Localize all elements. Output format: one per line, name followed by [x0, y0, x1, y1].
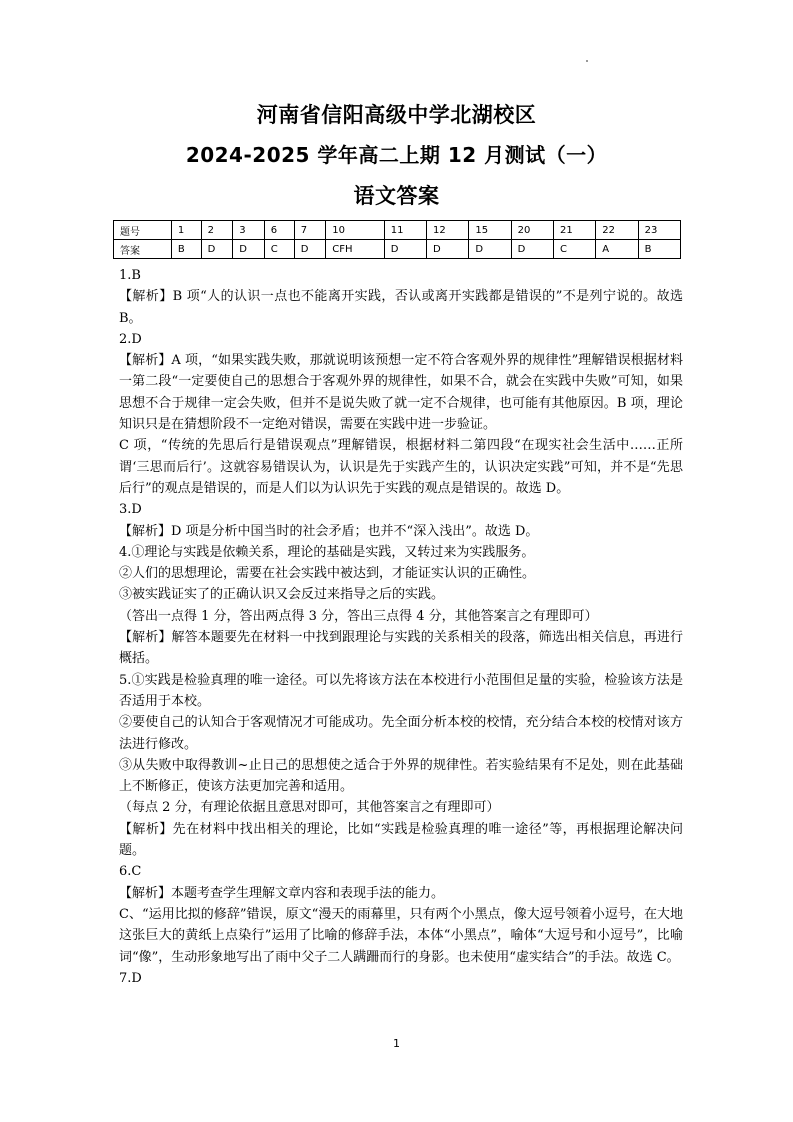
- scoring-note: （答出一点得 1 分，答出两点得 3 分，答出三点得 4 分，其他答案言之有理即可）: [119, 608, 598, 624]
- question-number: 20: [511, 221, 553, 240]
- subject-title: 语文答案: [353, 184, 440, 208]
- answer-point: ②要使自己的认知合于客观情况才可能成功。先全面分析本校的校情，充分结合本校的校情对该方法进行修改。: [119, 715, 683, 752]
- answer-explanations: [119, 265, 683, 989]
- answer-cell: D: [233, 240, 265, 259]
- question-number: 15: [469, 221, 511, 240]
- row-label-number: 题号: [114, 221, 172, 240]
- scan-speck: [586, 60, 588, 62]
- analysis-paragraph: C 项，“传统的先思后行是错误观点”理解错误，根据材料二第四段“在现实社会生活中……正所谓‘三思而后行’。这就容易错误认为，认识是先于实践产生的，认识决定实践”可知，并不是“先思后行”的观点是错误的，而是人们以为认识先于实践的观点是错误的。故选 D。: [119, 438, 683, 496]
- question-number: 2: [201, 221, 233, 240]
- row-label-answer: 答案: [114, 240, 172, 259]
- answer-cell: D: [511, 240, 553, 259]
- answer-cell: C: [264, 240, 294, 259]
- answer-point: ③从失败中取得教训~止日己的思想使之适合于外界的规律性。若实验结果有不足处，则在此基础上不断修正，使该方法更加完善和适用。: [119, 757, 683, 795]
- question-number: 10: [326, 221, 384, 240]
- question-number: 12: [427, 221, 469, 240]
- analysis-paragraph: 【解析】先在材料中找出相关的理论，比如“实践是检验真理的唯一途径”等，再根据理论解决问题。: [119, 821, 683, 859]
- question-number: 3: [233, 221, 265, 240]
- answer-cell: B: [638, 240, 680, 259]
- school-title: 河南省信阳高级中学北湖校区: [256, 103, 537, 127]
- answer-table: [113, 220, 681, 259]
- answer-line: 2.D: [119, 331, 142, 347]
- answer-cell: D: [469, 240, 511, 259]
- answer-cell: B: [171, 240, 201, 259]
- question-number: 11: [384, 221, 426, 240]
- answer-cell: CFH: [326, 240, 384, 259]
- question-number: 7: [294, 221, 326, 240]
- answer-point: 5.①实践是检验真理的唯一途径。可以先将该方法在本校进行小范围但足量的实验，检验该方法是否适用于本校。: [119, 672, 683, 709]
- page-number: 1: [393, 1037, 400, 1050]
- question-number: 6: [264, 221, 294, 240]
- question-number: 21: [553, 221, 595, 240]
- answer-table-answer-row: [114, 240, 681, 259]
- question-number: 1: [171, 221, 201, 240]
- answer-cell: A: [596, 240, 638, 259]
- answer-point: ③被实践证实了的正确认识又会反过来指导之后的实践。: [119, 587, 445, 603]
- answer-cell: D: [427, 240, 469, 259]
- answer-cell: D: [201, 240, 233, 259]
- answer-line: 1.B: [119, 268, 141, 283]
- answer-line: 7.D: [119, 970, 142, 986]
- answer-cell: D: [294, 240, 326, 259]
- answer-point: ②人们的思想理论，需要在社会实践中被达到，才能证实认识的正确性。: [119, 566, 536, 582]
- answer-line: 6.C: [119, 864, 142, 880]
- answer-point: 4.①理论与实践是依赖关系，理论的基础是实践，又转过来为实践服务。: [119, 544, 535, 560]
- question-number: 22: [596, 221, 638, 240]
- analysis-paragraph: 【解析】D 项是分析中国当时的社会矛盾；也并不“深入浅出”。故选 D。: [119, 523, 539, 539]
- analysis-paragraph: 【解析】解答本题要先在材料一中找到跟理论与实践的关系相关的段落，筛选出相关信息，再进行概括。: [119, 630, 683, 667]
- exam-title: 2024-2025 学年高二上期 12 月测试（一）: [185, 143, 608, 167]
- analysis-paragraph: 【解析】本题考查学生理解文章内容和表现手法的能力。: [119, 885, 445, 901]
- analysis-paragraph: C、“运用比拟的修辞”错误，原文“漫天的雨幕里，只有两个小黑点，像大逗号领着小逗号，在大地这张巨大的黄纸上点染行”运用了比喻的修辞手法，本体“小黑点”，喻体“大逗号和小逗号”，比喻词“像”，生动形象地写出了雨中父子二人蹒跚而行的身影。也未使用“虚实结合”的手法。故选 C。: [119, 906, 683, 965]
- scoring-note: （每点 2 分，有理论依据且意思对即可，其他答案言之有理即可）: [119, 800, 500, 816]
- question-number: 23: [638, 221, 680, 240]
- analysis-paragraph: 【解析】B 项“人的认识一点也不能离开实践，否认或离开实践都是错误的”不是列宁说的。故选 B。: [119, 289, 683, 326]
- analysis-paragraph: 【解析】A 项，“如果实践失败，那就说明该预想一定不符合客观外界的规律性”理解错误根据材料一第二段“一定要使自己的思想合于客观外界的规律性，如果不合，就会在实践中失败”可知，如果思想不合于规律一定会失败，但并不是说失败了就一定不合规律，也可能有其他原因。B 项，理论知识只是在猜想阶段不一定绝对错误，需要在实践中进一步验证。: [119, 353, 683, 433]
- answer-cell: D: [384, 240, 426, 259]
- answer-line: 3.D: [119, 502, 142, 518]
- answer-cell: C: [553, 240, 595, 259]
- answer-table-number-row: [114, 221, 681, 240]
